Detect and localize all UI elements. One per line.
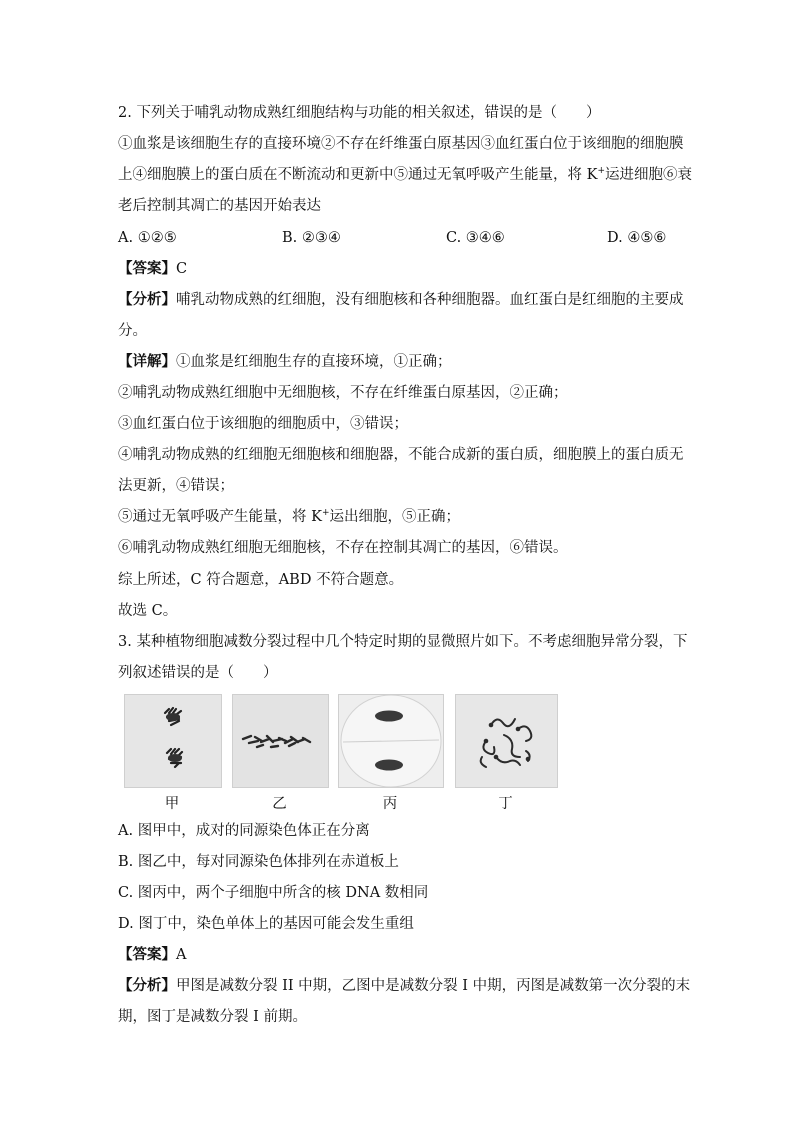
chromosomes-metaphase-plate-image [233, 695, 328, 787]
potassium-charge-superscript: + [321, 508, 330, 519]
q2-detail-line-6-part-a: ⑤通过无氧呼吸产生能量，将 K [118, 509, 322, 525]
q3-option-d: D. 图丁中，染色单体上的基因可能会发生重组 [118, 916, 414, 932]
caption-ding: 丁 [498, 796, 513, 812]
micrograph-bing [338, 694, 444, 788]
chromosomes-separating-image [125, 695, 221, 787]
analysis-text: 哺乳动物成熟的红细胞，没有细胞核和各种细胞器。血红蛋白是红细胞的主要成 [176, 292, 684, 308]
detail-text: ①血浆是红细胞生存的直接环境，①正确； [176, 354, 452, 370]
answer-tag: 【答案】 [118, 260, 176, 277]
caption-bing: 丙 [382, 796, 398, 812]
q2-statement-line-2-part-a: 上④细胞膜上的蛋白质在不断流动和更新中⑤通过无氧呼吸产生能量，将 K [118, 167, 598, 183]
q2-analysis-line-1 [118, 290, 684, 310]
q3-option-c: C. 图丙中，两个子细胞中所含的核 DNA 数相同 [118, 885, 429, 901]
q2-detail-line-2: ②哺乳动物成熟红细胞中无细胞核，不存在纤维蛋白原基因，②正确； [118, 385, 568, 401]
q3-analysis-line-1 [118, 976, 690, 996]
analysis-tag: 【分析】 [118, 291, 176, 308]
q2-detail-line-1 [118, 352, 452, 372]
answer-tag: 【答案】 [118, 946, 176, 963]
q3-answer [118, 945, 186, 965]
q2-detail-line-4: ④哺乳动物成熟的红细胞无细胞核和细胞器，不能合成新的蛋白质，细胞膜上的蛋白质无 [118, 447, 684, 463]
analysis-text: 甲图是减数分裂 II 中期，乙图中是减数分裂 I 中期，丙图是减数第一次分裂的末 [176, 978, 691, 994]
q2-stem: 2. 下列关于哺乳动物成熟红细胞结构与功能的相关叙述，错误的是（ ） [118, 105, 601, 121]
prophase-chromosomes-image [456, 695, 557, 787]
q3-analysis-line-2: 期，图丁是减数分裂 I 前期。 [118, 1009, 307, 1025]
q3-option-b: B. 图乙中，每对同源染色体排列在赤道板上 [118, 854, 399, 870]
q3-stem-line-2: 列叙述错误的是（ ） [118, 665, 278, 681]
q2-detail-line-5: 法更新，④错误； [118, 478, 234, 494]
q2-detail-line-3: ③血红蛋白位于该细胞的细胞质中，③错误； [118, 416, 408, 432]
q2-detail-line-6-part-b: 运出细胞，⑤正确； [329, 509, 460, 525]
micrograph-ding [455, 694, 558, 788]
q3-stem-line-1: 3. 某种植物细胞减数分裂过程中几个特定时期的显微照片如下。不考虑细胞异常分裂，下 [118, 634, 688, 650]
micrograph-yi [232, 694, 329, 788]
q2-detail-line-7: ⑥哺乳动物成熟红细胞无细胞核，不存在控制其凋亡的基因，⑥错误。 [118, 540, 568, 556]
answer-value: A [176, 947, 187, 963]
q3-option-a: A. 图甲中，成对的同源染色体正在分离 [118, 823, 370, 839]
q2-statement-line-2 [118, 165, 692, 185]
q2-answer [118, 259, 187, 279]
two-daughter-cells-image [339, 695, 443, 787]
q2-summary: 综上所述，C 符合题意，ABD 不符合题意。 [118, 572, 404, 588]
answer-value: C [176, 261, 188, 277]
q2-option-a: A. ①②⑤ [118, 230, 177, 246]
q2-conclusion: 故选 C。 [118, 603, 178, 619]
q2-option-c: C. ③④⑥ [446, 230, 505, 246]
caption-yi: 乙 [272, 796, 287, 812]
detail-tag: 【详解】 [118, 353, 176, 370]
q2-option-b: B. ②③④ [282, 230, 341, 246]
q2-statement-line-1: ①血浆是该细胞生存的直接环境②不存在纤维蛋白原基因③血红蛋白位于该细胞的细胞膜 [118, 136, 684, 152]
q2-analysis-line-2: 分。 [118, 323, 147, 339]
q2-detail-line-6 [118, 507, 460, 527]
analysis-tag: 【分析】 [118, 977, 176, 994]
caption-jia: 甲 [164, 796, 180, 812]
q2-option-d: D. ④⑤⑥ [607, 230, 667, 246]
q2-statement-line-3: 老后控制其凋亡的基因开始表达 [118, 198, 321, 214]
q2-statement-line-2-part-b: 运进细胞⑥衰 [605, 167, 692, 183]
micrograph-jia [124, 694, 222, 788]
potassium-charge-superscript: + [597, 166, 605, 177]
